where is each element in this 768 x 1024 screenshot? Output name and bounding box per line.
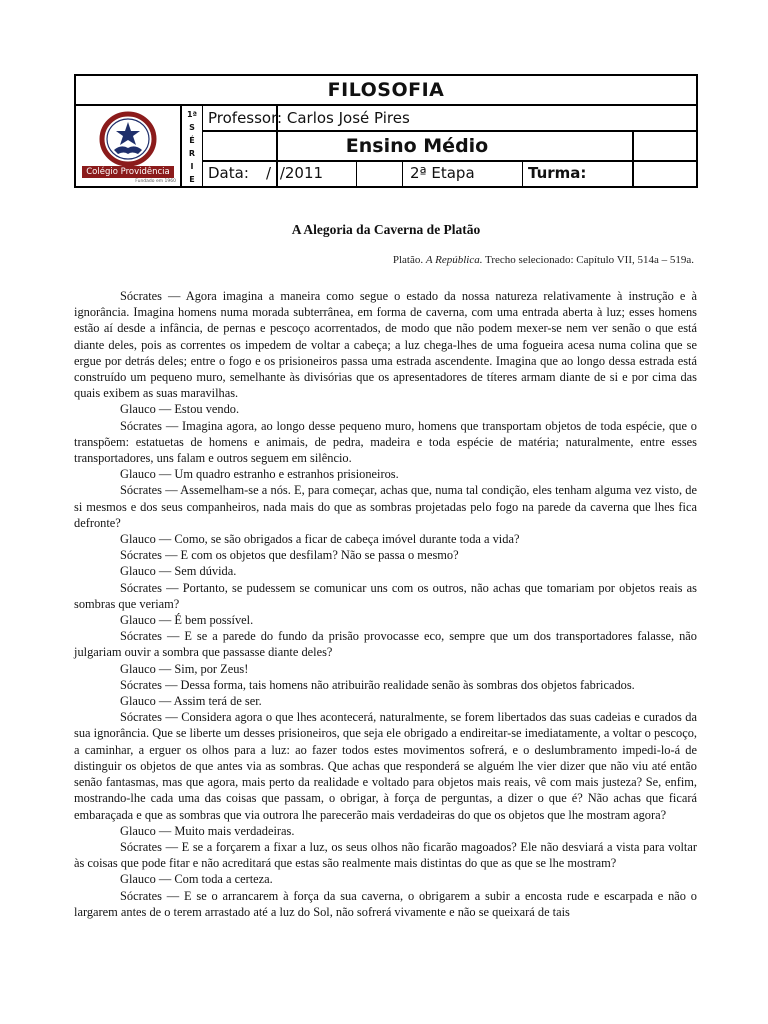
school-tagline: Fundado em 1960 — [135, 179, 176, 184]
divider — [402, 162, 403, 186]
serie-letter: E — [189, 175, 195, 184]
etapa-label: 2ª Etapa — [410, 164, 475, 182]
citation-work: A República. — [425, 254, 483, 266]
turma-label: Turma: — [528, 164, 587, 182]
paragraph: Sócrates — E com os objetos que desfilam? Não se passa o mesmo? — [120, 548, 459, 563]
paragraph: Glauco — Sim, por Zeus! — [120, 661, 249, 676]
professor-label: Professor: — [208, 109, 283, 127]
paragraph: Glauco — Muito mais verdadeiras. — [120, 823, 295, 838]
paragraph: Glauco — Estou vendo. — [120, 402, 240, 417]
header-table — [74, 74, 698, 188]
paragraph: Glauco — Assim terá de ser. — [120, 694, 262, 709]
paragraph: Glauco — Um quadro estranho e estranhos prisioneiros. — [120, 467, 399, 482]
serie-letter: É — [189, 136, 195, 145]
divider — [522, 162, 523, 186]
paragraph: Glauco — É bem possível. — [120, 613, 254, 628]
level-title: Ensino Médio — [345, 135, 489, 157]
divider — [356, 162, 357, 186]
serie-letter: R — [188, 149, 196, 158]
serie-letter: I — [190, 162, 194, 171]
serie-letter: S — [189, 123, 195, 132]
paragraph: Glauco — Com toda a certeza. — [120, 872, 273, 887]
paragraph: Sócrates — Portanto, se pudessem se comunicar uns com os outros, não achas que tomariam por objetos reais as sombras que veriam? — [74, 580, 697, 611]
professor-row — [208, 106, 690, 130]
paragraph: Sócrates — Imagina agora, ao longo desse pequeno muro, homens que transportam objetos de toda espécie, que o transpõem: estatuetas de homens e animais, de pedra, madeira e toda espécie de matéria; naturalmente, entre esses transportadores, uns falam e outros seguem em silêncio. — [74, 418, 697, 466]
serie-vertical — [182, 106, 203, 186]
document-body — [74, 288, 697, 920]
paragraph: Glauco — Como, se são obrigados a ficar de cabeça imóvel durante toda a vida? — [120, 532, 520, 547]
divider — [632, 132, 634, 186]
paragraph: Sócrates — E se a forçarem a fixar a luz, os seus olhos não ficarão magoados? Ele não desviará a vista para voltar às coisas que pode fitar e não acreditará que estas são realmente mais distintas do que as que se lhe mostram? — [74, 839, 697, 871]
subject-title: FILOSOFIA — [76, 76, 696, 106]
citation-author: Platão. — [392, 254, 424, 266]
paragraph: Sócrates — Assemelham-se a nós. E, para começar, achas que, numa tal condição, eles tenham alguma vez visto, de si mesmos e dos seus companheiros, nada mais do que as sombras projetadas pelo fogo na parede da caverna que lhes fica defronte? — [74, 483, 697, 530]
date-value: / /2011 — [266, 164, 324, 182]
document-title: A Alegoria da Caverna de Platão — [291, 222, 481, 237]
professor-name: Carlos José Pires — [286, 109, 410, 127]
citation — [393, 254, 694, 266]
paragraph: Sócrates — Considera agora o que lhes acontecerá, naturalmente, se forem libertados das suas cadeias e curados da sua ignorância. Que se liberte um desses prisioneiros, que seja ele obrigado a endireitar-se imediatamente, a voltar o pescoço, a caminhar, a erguer os olhos para a luz: ao fazer todos estes movimentos sofrerá, e o deslumbramento impedi-lo-á de distinguir os objetos de que antes via as sombras. Que achas que responderá se alguém lhe vier dizer que não viu até então senão fantasmas, mas que agora, mais perto da realidade e voltado para objetos mais reais, vê com mais justeza? Se, enfim, mostrando-lhe cada uma das coisas que passam, o obrigar, à força de perguntas, a dizer o que é? Não achas que ficará embaraçada e que as sombras que via outrora lhe parecerão mais verdadeiras do que os objetos que lhe mostram agora? — [74, 710, 697, 822]
paragraph: Sócrates — E se o arrancarem à força da sua caverna, o obrigarem a subir a encosta rude e escarpada e não o largarem antes de o terem arrastado até a luz do Sol, não sofrerá vivamente e não se queixará de tais — [74, 888, 697, 919]
paragraph: Sócrates — E se a parede do fundo da prisão provocasse eco, sempre que um dos transportadores falasse, não julgariam ouvir a sombra que passasse diante deles? — [74, 629, 697, 660]
paragraph: Glauco — Sem dúvida. — [120, 564, 237, 579]
date-label: Data: — [208, 164, 249, 182]
school-name: Colégio Providência — [86, 167, 170, 177]
paragraph: Sócrates — Agora imagina a maneira como segue o estado da nossa natureza relativamente à instrução e à ignorância. Imagina homens numa morada subterrânea, em forma de caverna, com uma entrada aberta à luz; esses homens estão aí desde a infância, de pernas e pescoço acorrentados, de modo que não podem mexer-se nem ver senão o que está diante deles, pois as correntes os impedem de voltar a cabeça; a luz chega-lhes de uma fogueira acesa numa colina que se ergue por detrás deles; entre o fogo e os prisioneiros passa uma estrada ascendente. Imagina que ao longo dessa estrada está construído um pequeno muro, semelhante às divisórias que os apresentadores de títeres armam diante de si e por cima das quais exibem as suas maravilhas. — [74, 289, 697, 401]
logo-cell — [76, 106, 182, 186]
citation-detail: Trecho selecionado: Capítulo VII, 514a – 519a. — [485, 254, 694, 266]
serie-letter: 1ª — [186, 110, 198, 119]
paragraph: Sócrates — Dessa forma, tais homens não atribuirão realidade senão às sombras dos objetos fabricados. — [120, 677, 635, 692]
